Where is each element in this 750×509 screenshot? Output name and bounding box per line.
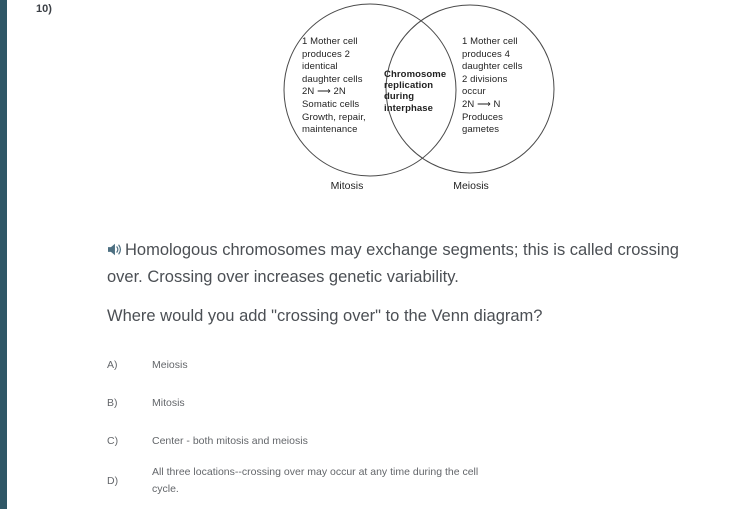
venn-label-mitosis: Mitosis: [330, 180, 364, 192]
question-prompt: [107, 237, 711, 291]
answer-option-c[interactable]: [107, 433, 308, 450]
question-subprompt: Where would you add "crossing over" to the Venn diagram?: [107, 307, 543, 325]
option-text: Meiosis: [152, 359, 188, 371]
venn-line: replication: [384, 80, 434, 92]
venn-line: Growth, repair,: [302, 111, 366, 123]
venn-line: identical: [302, 61, 338, 73]
venn-line: maintenance: [302, 124, 358, 136]
speaker-icon[interactable]: [107, 243, 122, 256]
question-number: 10): [36, 3, 52, 15]
venn-line: interphase: [384, 102, 434, 114]
answer-option-a[interactable]: [107, 357, 188, 374]
venn-line: produces 4: [462, 48, 511, 60]
option-letter: B): [107, 397, 118, 410]
left-edge-bar: [0, 0, 7, 509]
question-prompt-text: Homologous chromosomes may exchange segments; this is called crossing over. Crossing over increases genetic variability.: [107, 241, 679, 286]
venn-meiosis-text: [462, 36, 523, 137]
venn-mitosis-text: [302, 36, 366, 137]
venn-line: gametes: [462, 124, 500, 136]
venn-line: produces 2: [302, 48, 351, 60]
venn-line: 2 divisions: [462, 73, 508, 85]
venn-label-meiosis: Meiosis: [453, 180, 489, 192]
venn-line: 2N ⟶ 2N: [302, 86, 346, 98]
venn-line: Produces: [462, 111, 503, 123]
venn-line: Chromosome: [384, 69, 447, 80]
option-letter: A): [107, 359, 118, 372]
venn-line: 1 Mother cell: [462, 36, 518, 47]
venn-line: 2N ⟶ N: [462, 98, 501, 110]
venn-line: during: [384, 91, 415, 103]
venn-line: occur: [462, 86, 486, 98]
option-text: Mitosis: [152, 397, 185, 409]
option-text: All three locations--crossing over may occur at any time during the cell cycle.: [152, 466, 479, 495]
option-letter: D): [107, 474, 119, 487]
venn-line: 1 Mother cell: [302, 36, 358, 47]
option-text: Center - both mitosis and meiosis: [152, 435, 308, 447]
venn-overlap-text: [384, 69, 448, 114]
venn-diagram: [270, 0, 562, 200]
venn-line: daughter cells: [462, 61, 523, 73]
answer-option-d[interactable]: [107, 464, 504, 497]
option-letter: C): [107, 435, 119, 448]
answer-option-b[interactable]: [107, 395, 185, 412]
venn-line: daughter cells: [302, 73, 363, 85]
venn-line: Somatic cells: [302, 98, 360, 110]
